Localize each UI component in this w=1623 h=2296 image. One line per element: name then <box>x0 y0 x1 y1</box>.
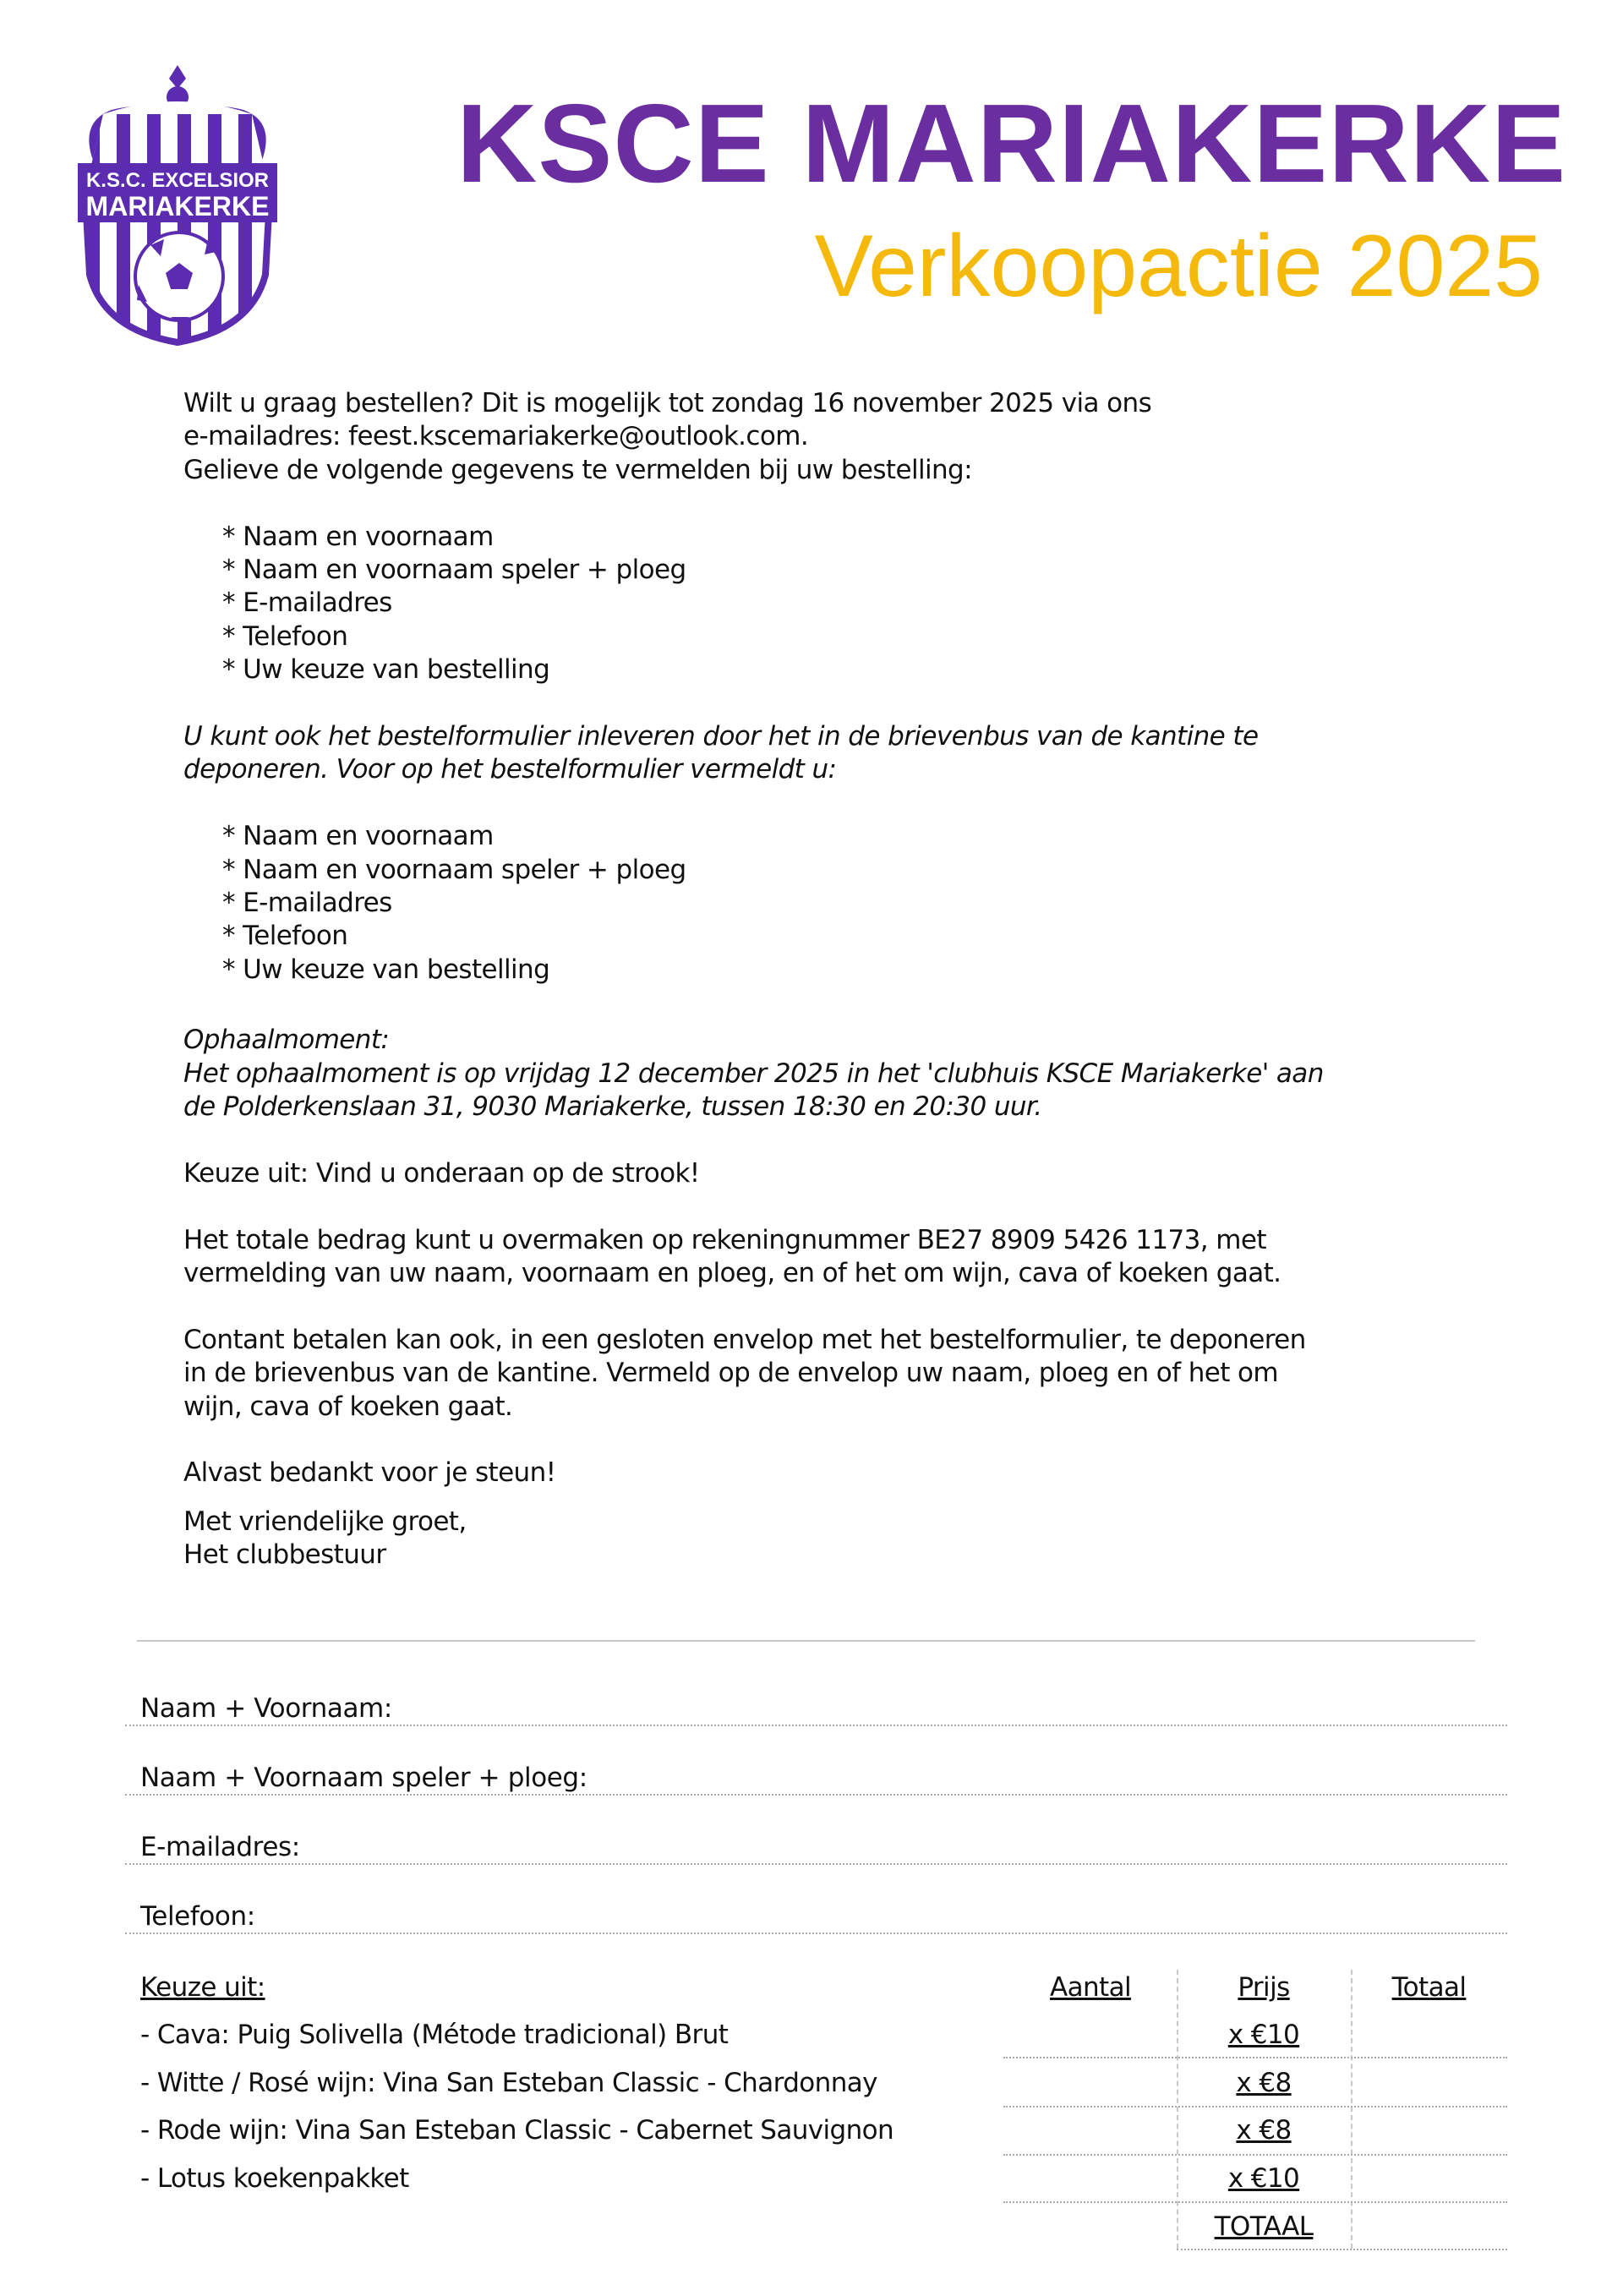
row-line <box>1003 2201 1507 2203</box>
bullet-item: * Naam en voornaam <box>222 821 494 852</box>
page-subtitle: Verkoopactie 2025 <box>814 217 1543 315</box>
choice-note: Keuze uit: Vind u onderaan op de strook! <box>183 1157 700 1189</box>
bullet-item: * Uw keuze van bestelling <box>222 654 550 686</box>
logo-text-top: K.S.C. EXCELSIOR <box>85 169 270 192</box>
order-item: - Witte / Rosé wijn: Vina San Esteban Classic - Chardonnay <box>140 2068 877 2098</box>
intro-line: Wilt u graag bestellen? Dit is mogelijk tot zondag 16 november 2025 via ons <box>183 388 1152 418</box>
bullet-item: * Naam en voornaam speler + ploeg <box>222 854 686 885</box>
row-line <box>1003 2057 1507 2058</box>
bullet-item: * Telefoon <box>222 620 348 652</box>
thanks-text: Alvast bedankt voor je steun! <box>183 1457 556 1489</box>
order-item: - Cava: Puig Solivella (Métode tradicional) Brut <box>140 2020 729 2050</box>
payment-line: Het totale bedrag kunt u overmaken op rekeningnummer BE27 8909 5426 1173, met <box>183 1224 1266 1255</box>
closing-line: Het clubbestuur <box>183 1539 386 1571</box>
pickup-line: de Polderkenslaan 31, 9030 Mariakerke, tussen 18:30 en 20:30 uur. <box>183 1091 1042 1123</box>
choice-header: Keuze uit: <box>140 1972 265 2003</box>
order-price: x €8 <box>1236 2068 1292 2098</box>
row-line <box>1003 2154 1507 2156</box>
price-header: Prijs <box>1238 1972 1290 2003</box>
bullet-item: * E-mailadres <box>222 588 392 619</box>
payment-line: vermelding van uw naam, voornaam en ploeg, en of het om wijn, cava of koeken gaat. <box>183 1258 1281 1289</box>
name-field-line[interactable] <box>125 1725 1507 1726</box>
cash-line: in de brievenbus van de kantine. Vermeld op de envelop uw naam, ploeg en of het om <box>183 1358 1279 1389</box>
player-field-line[interactable] <box>125 1794 1507 1796</box>
phone-field-line[interactable] <box>125 1932 1507 1934</box>
bullet-item: * E-mailadres <box>222 888 392 919</box>
order-price: x €10 <box>1227 2163 1300 2194</box>
name-field-label: Naam + Voornaam: <box>140 1693 392 1724</box>
row-line <box>1177 2249 1507 2250</box>
logo-text-bottom: MARIAKERKE <box>85 191 270 221</box>
dropoff-line: deponeren. Voor op het bestelformulier vermeldt u: <box>183 754 837 785</box>
bullet-item: * Telefoon <box>222 921 348 952</box>
club-logo <box>69 63 286 347</box>
total-label: TOTAAL <box>1214 2211 1314 2242</box>
intro-line: e-mailadres: feest.kscemariakerke@outlook.com. <box>183 421 809 452</box>
bullet-item: * Naam en voornaam <box>222 521 494 552</box>
email-field-label: E-mailadres: <box>140 1832 300 1862</box>
column-divider <box>1351 1970 1352 2249</box>
total-header: Totaal <box>1391 1972 1467 2003</box>
email-field-line[interactable] <box>125 1863 1507 1865</box>
player-field-label: Naam + Voornaam speler + ploeg: <box>140 1763 587 1793</box>
cut-divider <box>137 1640 1475 1642</box>
dropoff-line: U kunt ook het bestelformulier inleveren door het in de brievenbus van de kantine te <box>183 721 1259 752</box>
pickup-line: Het ophaalmoment is op vrijdag 12 december 2025 in het 'clubhuis KSCE Mariakerke' aan <box>183 1058 1324 1089</box>
letter-body <box>183 387 1604 1572</box>
qty-header: Aantal <box>1049 1972 1131 2003</box>
bullet-item: * Uw keuze van bestelling <box>222 954 550 985</box>
bullet-item: * Naam en voornaam speler + ploeg <box>222 555 686 586</box>
order-item: - Lotus koekenpakket <box>140 2163 409 2194</box>
phone-field-label: Telefoon: <box>140 1901 255 1932</box>
order-price: x €8 <box>1236 2115 1292 2146</box>
pickup-heading: Ophaalmoment: <box>183 1025 390 1056</box>
page-title: KSCE MARIAKERKE <box>456 81 1567 205</box>
intro-line: Gelieve de volgende gegevens te vermelden bij uw bestelling: <box>183 454 972 485</box>
order-price: x €10 <box>1227 2020 1300 2050</box>
row-line <box>1003 2106 1507 2107</box>
cash-line: Contant betalen kan ook, in een gesloten envelop met het bestelformulier, te deponeren <box>183 1324 1306 1355</box>
closing-line: Met vriendelijke groet, <box>183 1506 467 1537</box>
cash-line: wijn, cava of koeken gaat. <box>183 1391 513 1422</box>
column-divider <box>1177 1970 1178 2249</box>
order-item: - Rode wijn: Vina San Esteban Classic - Cabernet Sauvignon <box>140 2115 894 2146</box>
